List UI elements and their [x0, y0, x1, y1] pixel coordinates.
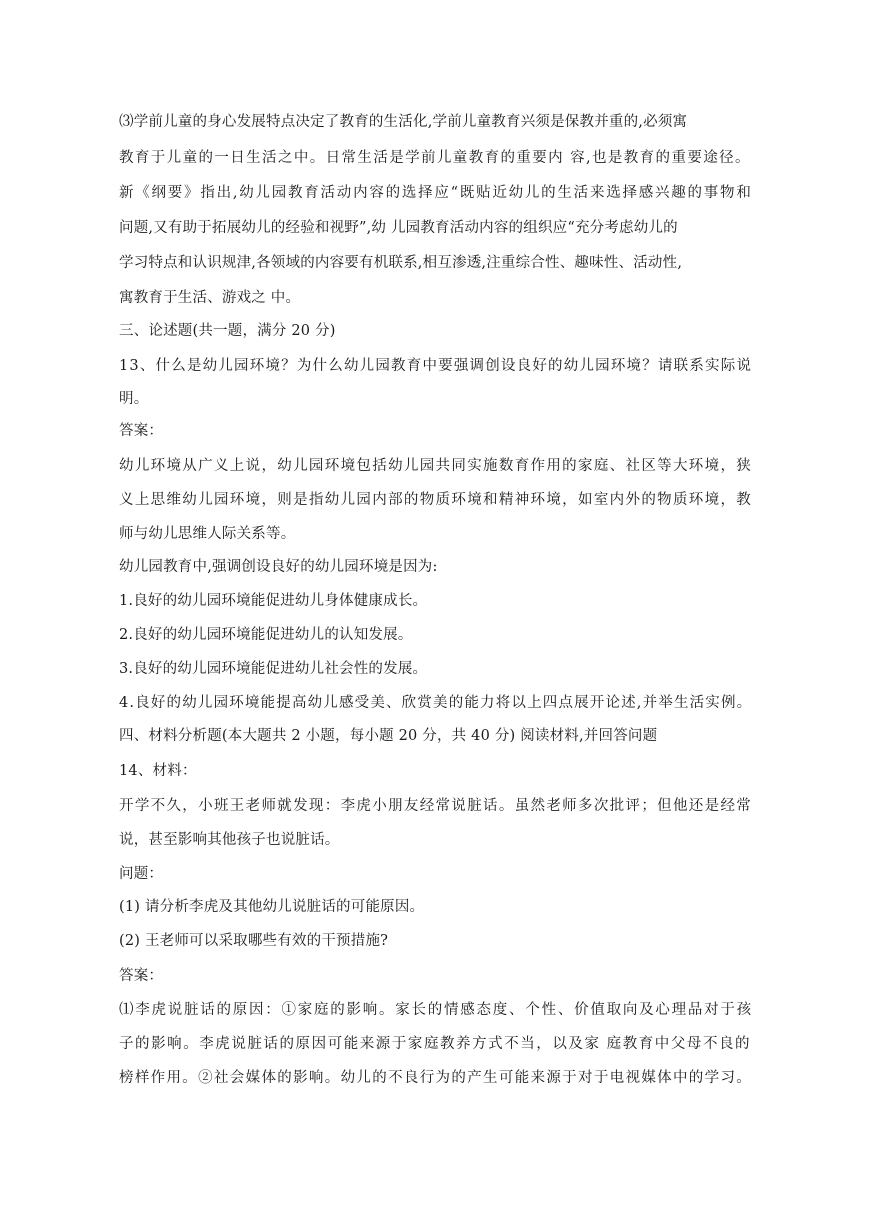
paragraph-line: 新《纲要》指出,幼儿园教育活动内容的选择应“既贴近幼儿的生活来选择感兴趣的事物和 [119, 185, 753, 201]
list-item: 2.良好的幼儿园环境能促进幼儿的认知发展。 [119, 627, 413, 643]
question-label: 问题： [119, 866, 164, 882]
question-text: 明。 [119, 391, 149, 407]
list-item: 4.良好的幼儿园环境能提高幼儿感受美、欣赏美的能力将以上四点展开论述,并举生活实例。 [119, 695, 753, 711]
paragraph-line: 义上思维幼儿园环境，则是指幼儿园内部的物质环境和精神环境，如室内外的物质环境，教 [119, 492, 753, 508]
question-text: 13、什么是幼儿园环境？为什么幼儿园教育中要强调创设良好的幼儿园环境？请联系实际说 [119, 358, 753, 374]
list-item: 3.良好的幼儿园环境能促进幼儿社会性的发展。 [119, 661, 428, 677]
section-heading: 四、材料分析题(本大题共 2 小题，每小题 20 分，共 40 分) 阅读材料,并回答问题 [119, 728, 658, 744]
list-item: (2) 王老师可以采取哪些有效的干预措施? [119, 933, 389, 949]
paragraph-line: 开学不久，小班王老师就发现：李虎小朋友经常说脏话。虽然老师多次批评；但他还是经常 [119, 798, 753, 814]
question-text: 14、材料： [119, 763, 197, 779]
paragraph-line: 榜样作用。②社会媒体的影响。幼儿的不良行为的产生可能来源于对于电视媒体中的学习。 [119, 1070, 753, 1086]
paragraph-line: 学习特点和认识规津,各领域的内容要有机联系,相互渗透,注重综合性、趣味性、活动性, [119, 255, 683, 271]
paragraph-line: ⑶学前儿童的身心发展特点决定了教育的生活化,学前儿童教育兴须是保教并重的,必须寓 [119, 114, 688, 130]
list-item: 1.良好的幼儿园环境能促进幼儿身体健康成长。 [119, 593, 428, 609]
answer-label: 答案： [119, 968, 164, 984]
list-item: (1) 请分析李虎及其他幼儿说脏话的可能原因。 [119, 899, 425, 915]
paragraph-line: 教育于儿童的一日生活之中。日常生活是学前儿童教育的重要内 容,也是教育的重要途径。 [119, 150, 751, 166]
paragraph-line: 寓教育于生活、游戏之 中。 [119, 290, 301, 306]
paragraph-line: 幼儿园教育中,强调创设良好的幼儿园环境是因为: [119, 559, 438, 575]
answer-label: 答案： [119, 423, 164, 439]
paragraph-line: 子的影响。李虎说脏话的原因可能来源于家庭教养方式不当，以及家 庭教育中父母不良的 [119, 1036, 752, 1052]
paragraph-line: ⑴李虎说脏话的原因：①家庭的影响。家长的情感态度、个性、价值取向及心理品对于孩 [119, 1002, 753, 1018]
paragraph-line: 师与幼儿思维人际关系等。 [119, 526, 296, 542]
paragraph-line: 幼儿环境从广义上说，幼儿园环境包括幼儿园共同实施数育作用的家庭、社区等大环境，狭 [119, 458, 753, 474]
paragraph-line: 问题,又有助于拓展幼儿的经验和视野”,幼 儿园教育活动内容的组织应“充分考虑幼儿的 [119, 220, 678, 236]
section-heading: 三、论述题(共一题，满分 20 分) [119, 323, 336, 339]
paragraph-line: 说，甚至影响其他孩子也说脏话。 [119, 832, 340, 848]
